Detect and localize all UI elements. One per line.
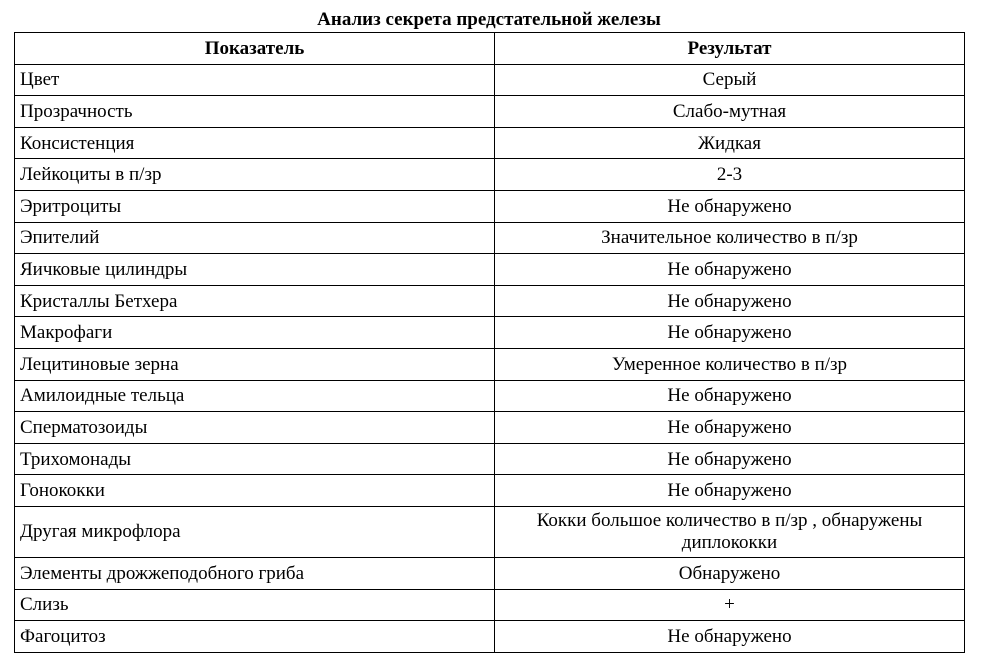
table-row <box>15 64 965 96</box>
table-header-row <box>15 33 965 65</box>
table-row <box>15 443 965 475</box>
result-cell: Не обнаружено <box>495 317 965 349</box>
result-cell: Не обнаружено <box>495 443 965 475</box>
table-row <box>15 127 965 159</box>
table-row <box>15 159 965 191</box>
indicator-cell: Фагоцитоз <box>15 621 495 653</box>
indicator-cell: Цвет <box>15 64 495 96</box>
result-cell: Не обнаружено <box>495 621 965 653</box>
result-cell: Серый <box>495 64 965 96</box>
table-row <box>15 506 965 557</box>
table-row <box>15 285 965 317</box>
indicator-cell: Слизь <box>15 589 495 621</box>
indicator-cell: Прозрачность <box>15 96 495 128</box>
indicator-cell: Эритроциты <box>15 190 495 222</box>
result-cell: 2-3 <box>495 159 965 191</box>
result-cell: Обнаружено <box>495 557 965 589</box>
result-cell: Не обнаружено <box>495 190 965 222</box>
document-page <box>14 0 964 653</box>
indicator-cell: Сперматозоиды <box>15 412 495 444</box>
indicator-cell: Лейкоциты в п/зр <box>15 159 495 191</box>
indicator-cell: Другая микрофлора <box>15 506 495 557</box>
result-cell: Не обнаружено <box>495 254 965 286</box>
table-row <box>15 380 965 412</box>
indicator-cell: Амилоидные тельца <box>15 380 495 412</box>
table-row <box>15 317 965 349</box>
table-row <box>15 589 965 621</box>
table-row <box>15 222 965 254</box>
result-cell: Не обнаружено <box>495 285 965 317</box>
result-cell: Жидкая <box>495 127 965 159</box>
column-header-indicator: Показатель <box>15 33 495 65</box>
indicator-cell: Макрофаги <box>15 317 495 349</box>
column-header-result: Результат <box>495 33 965 65</box>
result-cell: Не обнаружено <box>495 475 965 507</box>
table-row <box>15 190 965 222</box>
indicator-cell: Элементы дрожжеподобного гриба <box>15 557 495 589</box>
table-row <box>15 96 965 128</box>
result-cell: Не обнаружено <box>495 412 965 444</box>
result-cell: Умеренное количество в п/зр <box>495 348 965 380</box>
table-row <box>15 557 965 589</box>
result-cell: Слабо-мутная <box>495 96 965 128</box>
document-title: Анализ секрета предстательной железы <box>317 9 661 30</box>
indicator-cell: Лецитиновые зерна <box>15 348 495 380</box>
results-table <box>14 32 965 653</box>
table-row <box>15 412 965 444</box>
result-cell: Не обнаружено <box>495 380 965 412</box>
indicator-cell: Яичковые цилиндры <box>15 254 495 286</box>
table-row <box>15 475 965 507</box>
table-row <box>15 348 965 380</box>
result-cell: Кокки большое количество в п/зр , обнаружены диплококки <box>495 506 965 557</box>
table-row <box>15 621 965 653</box>
table-row <box>15 254 965 286</box>
result-cell: + <box>495 589 965 621</box>
result-cell: Значительное количество в п/зр <box>495 222 965 254</box>
indicator-cell: Эпителий <box>15 222 495 254</box>
indicator-cell: Гонококки <box>15 475 495 507</box>
indicator-cell: Консистенция <box>15 127 495 159</box>
indicator-cell: Трихомонады <box>15 443 495 475</box>
indicator-cell: Кристаллы Бетхера <box>15 285 495 317</box>
